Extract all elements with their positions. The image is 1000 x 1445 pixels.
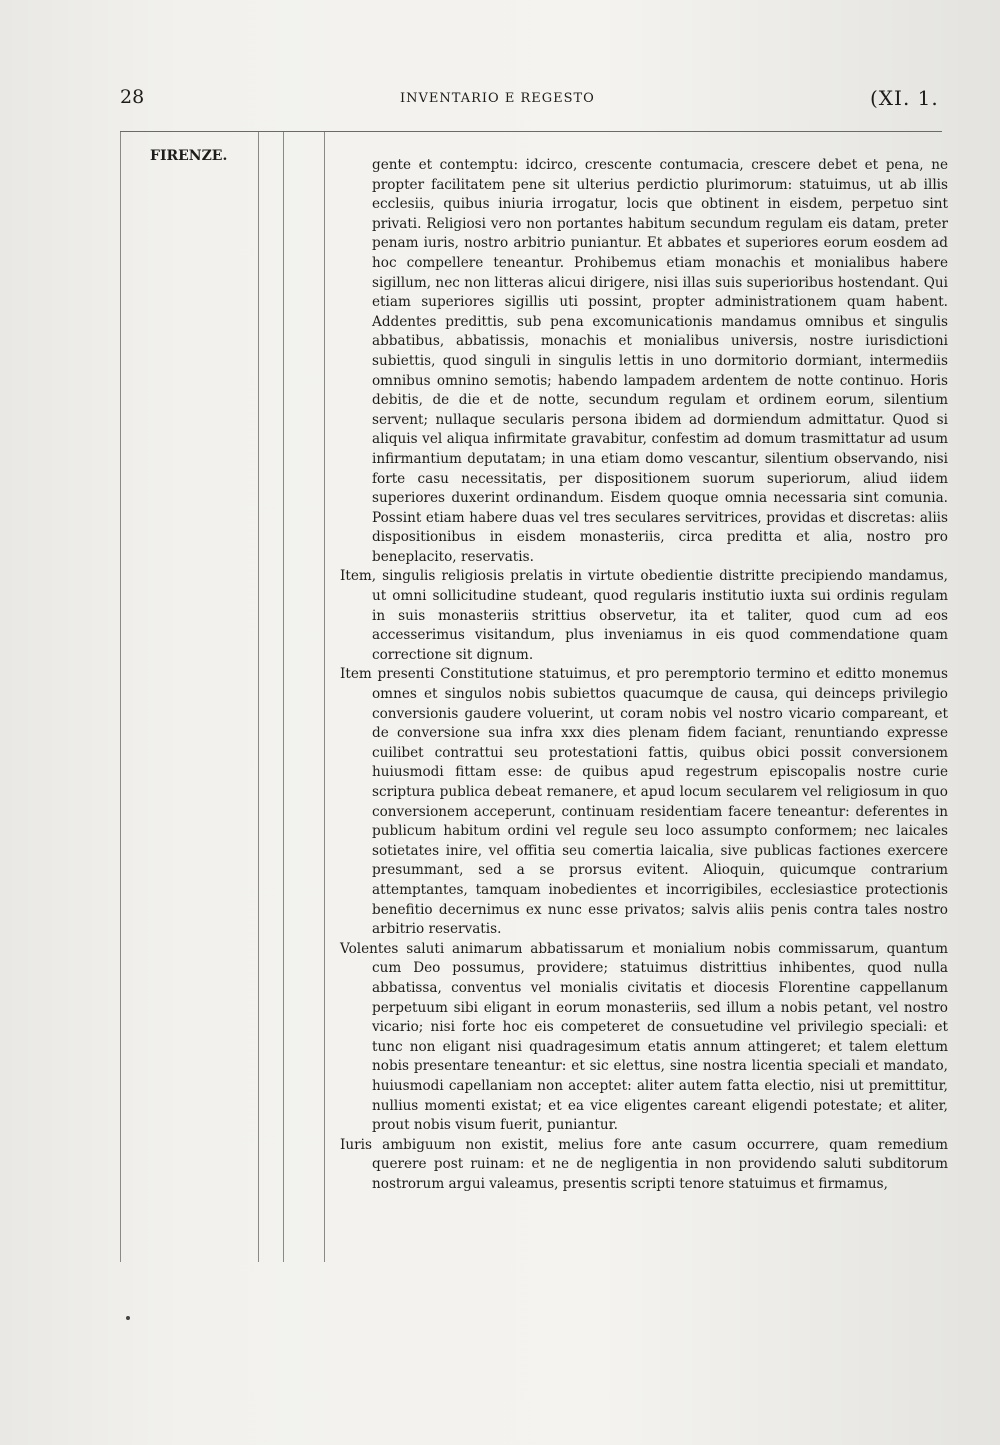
running-header — [0, 84, 1000, 124]
paragraph-2: Item, singulis religiosis prelatis in virtute obedientie distritte precipiendo mandamus, ut omni sollicitudine studeant, quod regularis institutio iuxta sui ordinis regulam in suis monasteriis strittius observetur, ita et taliter, quod cum ad eos accesserimus visitandum, plus inveniamus in eis quod commendatione quam correctione sit dignum. — [340, 568, 948, 663]
paragraph-4: Volentes saluti animarum abbatissarum et monialium nobis commissarum, quantum cum Deo possumus, providere; statuimus distrittius inhibentes, quod nulla abbatissa, conventus vel monialis civitatis et diocesis Florentine cappellanum perpetuum sibi eligant in eorum monasteriis, sed illum a nobis petant, vel nostro vicario; nisi forte hoc eis competeret de consuetudine vel privilegio speciali: et tunc non eligant nisi quadragesimum etatis annum attingeret; et talem elettum nobis presentare teneantur: et sic elettus, sine nostra licentia speciali et mandato, huiusmodi capellaniam non acceptet: aliter autem fatta electio, nisi ut premittitur, nullius momenti existat; et ea vice eligentes careant eligendi potestate; et aliter, prout nobis visum fuerit, puniantur. — [340, 940, 948, 1134]
margin-rule-third-lower — [283, 330, 284, 1262]
margin-rule-third-upper — [283, 132, 284, 342]
margin-rule-outer — [120, 132, 121, 1262]
document-body — [340, 156, 948, 1194]
header-rule — [120, 131, 942, 132]
margin-place-label: FIRENZE. — [150, 148, 228, 164]
margin-rule-second — [258, 132, 259, 1262]
ink-speck — [126, 1316, 130, 1320]
paragraph-3: Item presenti Constitutione statuimus, et pro peremptorio termino et editto monemus omnes et singulos nobis subiettos quacumque de causa, qui deinceps privilegio conversionis gaudere voluerint, ut coram nobis vel nostro vicario compareant, et de conversione sua infra xxx dies plenam fidem faciant, renuntiando expresse cuilibet contrattui seu protestationi fattis, quibus obici possit conversionem huiusmodi fittam esse: de quibus apud regestrum episcopalis nostre curie scriptura publica debeat remanere, et apud locum secularem vel religiosum in quo conversionem acceperunt, continuam residentiam facere teneantur: deferentes in publicum habitum ordini vel regule seu loco assumpto conformem; nec laicales sotietates inire, vel offitia seu comertia laicalia, sive publicas factiones exercere presummant, sed a se prorsus evitent. Alioquin, quicumque contrarium attemptantes, tamquam inobedientes et incorrigibiles, ecclesiastice protectionis benefitio decernimus ex nunc esse privatos; salvis aliis penis contra tales nostro arbitrio reservatis. — [340, 666, 948, 938]
running-title: INVENTARIO E REGESTO — [400, 91, 595, 106]
margin-rule-inner — [324, 132, 325, 1262]
page-number: 28 — [120, 86, 145, 108]
paragraph-5: Iuris ambiguum non existit, melius fore ante casum occurrere, quam remedium querere post ruinam: et ne de negligentia in non providendo saluti subditorum nostrorum argui valeamus, presentis scripti tenore statuimus et firmamus, — [340, 1136, 948, 1192]
section-reference: (XI. 1. — [870, 86, 939, 110]
paragraph-1: gente et contemptu: idcirco, crescente contumacia, crescere debet et pena, ne propter facilitatem pene sit ulterius perdictio plurimorum: statuimus, ut ab illis ecclesiis, quibus iniuria irrogatur, locis que obtinent in eisdem, perpetuo sint privati. Religiosi vero non portantes habitum secundum regulam eis datam, preter penam iuris, nostro arbitrio puniantur. Et abbates et superiores eorum eosdem ad hoc compellere teneantur. Prohibemus etiam monachis et monialibus habere sigillum, nec non litteras alicui dirigere, nisi illas suis superioribus hostendant. Qui etiam superiores sigillis uti possint, propter administrationem quam habent. Addentes predittis, sub pena excomunicationis mandamus omnibus et singulis abbatibus, abbatissis, monachis et monialibus universis, nostre iurisdictioni subiettis, quod singuli in singulis lettis in uno dormitorio dormiant, intermediis omnibus omnino semotis; habendo lampadem ardentem de notte continuo. Horis debitis, de die et de notte, secundum regulam et ordinem eorum, silentium servent; nullaque secularis persona ibidem ad dormiendum admittatur. Quod si aliquis vel aliqua infirmitate gravabitur, confestim ad domum trasmittatur ad usum infirmantium deputatam; in una etiam domo vescantur, silentium observando, nisi forte casu necessitatis, per dispositionem suorum superiorum, aliud iidem superiores duxerint ordinandum. Eisdem quoque omnia necessaria sint comunia. Possint etiam habere duas vel tres seculares servitrices, providas et discretas: aliis dispositionibus in eisdem monasteriis, circa preditta et alia, nostro pro beneplacito, reservatis. — [372, 157, 948, 565]
